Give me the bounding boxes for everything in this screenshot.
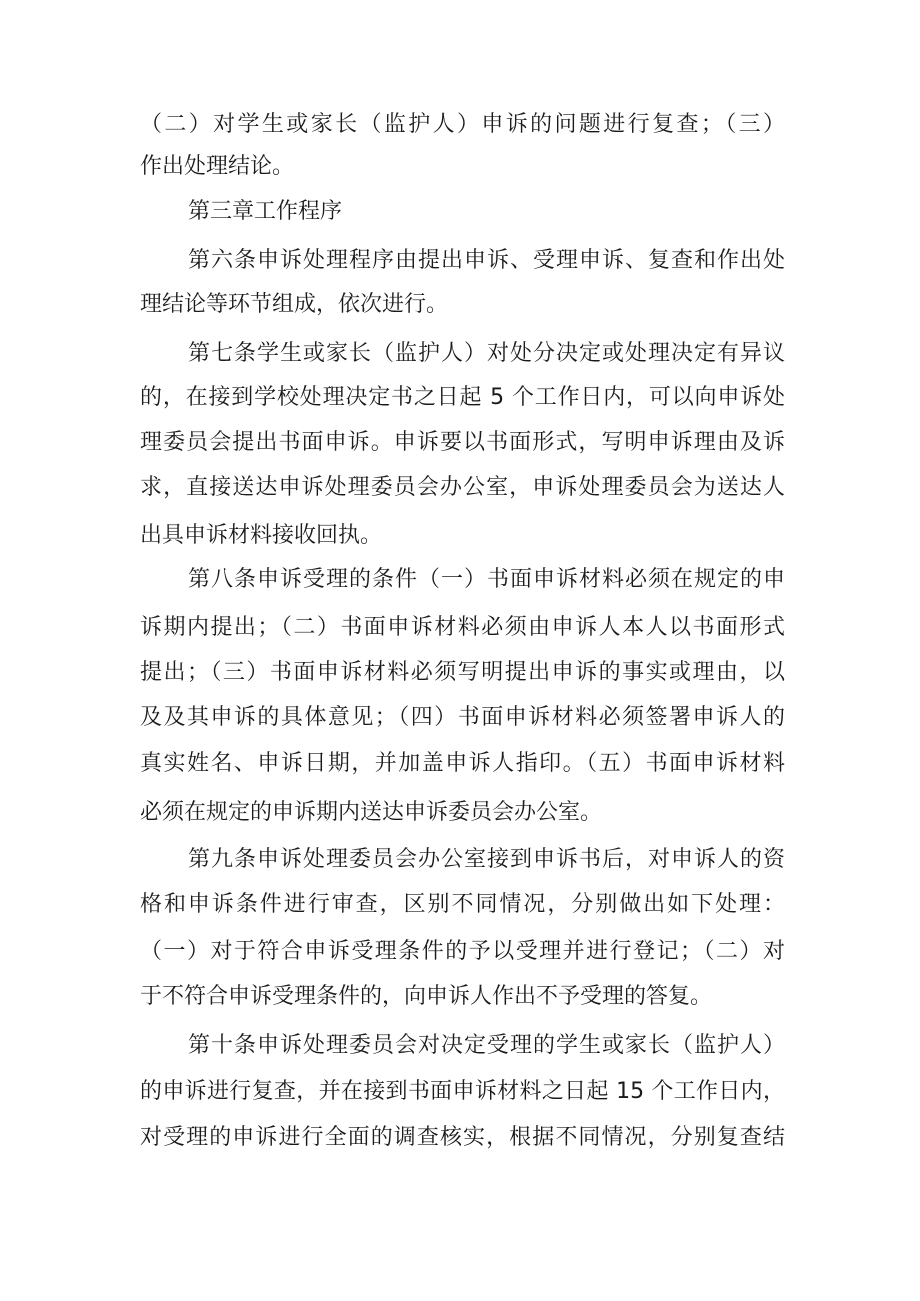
text-line: 第九条申诉处理委员会办公室接到申诉书后，对申诉人的资: [188, 847, 785, 872]
text-line: 的，在接到学校处理决定书之日起 5 个工作日内，可以向申诉处: [140, 385, 785, 410]
text-line: 第六条申诉处理程序由提出申诉、受理申诉、复查和作出处: [188, 248, 785, 273]
text-line: （二）对学生或家长（监护人）申诉的问题进行复查；（三）: [140, 112, 785, 137]
text-line: 真实姓名、申诉日期，并加盖申诉人指印。（五）书面申诉材料: [140, 751, 785, 776]
text-line: 提出；（三）书面申诉材料必须写明提出申诉的事实或理由，以: [140, 660, 785, 685]
text-line: （一）对于符合申诉受理条件的予以受理并进行登记；（二）对: [140, 939, 785, 964]
text-line: 第十条申诉处理委员会对决定受理的学生或家长（监护人）: [188, 1033, 785, 1058]
text-line: 理结论等环节组成，依次进行。: [140, 292, 449, 317]
text-line: 理委员会提出书面申诉。申诉要以书面形式，写明申诉理由及诉: [140, 430, 785, 455]
text-line: 格和申诉条件进行审查，区别不同情况，分别做出如下处理：: [140, 892, 785, 917]
chapter-heading: 第三章工作程序: [188, 199, 343, 224]
text-line: 第七条学生或家长（监护人）对处分决定或处理决定有异议: [188, 341, 785, 366]
text-line: 诉期内提出；（二）书面申诉材料必须由申诉人本人以书面形式: [140, 615, 785, 640]
text-line: 必须在规定的申诉期内送达申诉委员会办公室。: [140, 800, 603, 825]
text-line: 作出处理结论。: [140, 154, 295, 179]
text-line: 的申诉进行复查，并在接到书面申诉材料之日起 15 个工作日内，: [140, 1079, 785, 1104]
text-line: 及及其申诉的具体意见；（四）书面申诉材料必须签署申诉人的: [140, 705, 785, 730]
text-line: 出具申诉材料接收回执。: [140, 523, 383, 548]
text-line: 求，直接送达申诉处理委员会办公室，申诉处理委员会为送达人: [140, 475, 785, 500]
text-line: 第八条申诉受理的条件（一）书面申诉材料必须在规定的申: [188, 567, 785, 592]
text-line: 于不符合申诉受理条件的，向申诉人作出不予受理的答复。: [140, 984, 713, 1009]
text-line: 对受理的申诉进行全面的调查核实，根据不同情况，分别复查结: [140, 1125, 785, 1150]
